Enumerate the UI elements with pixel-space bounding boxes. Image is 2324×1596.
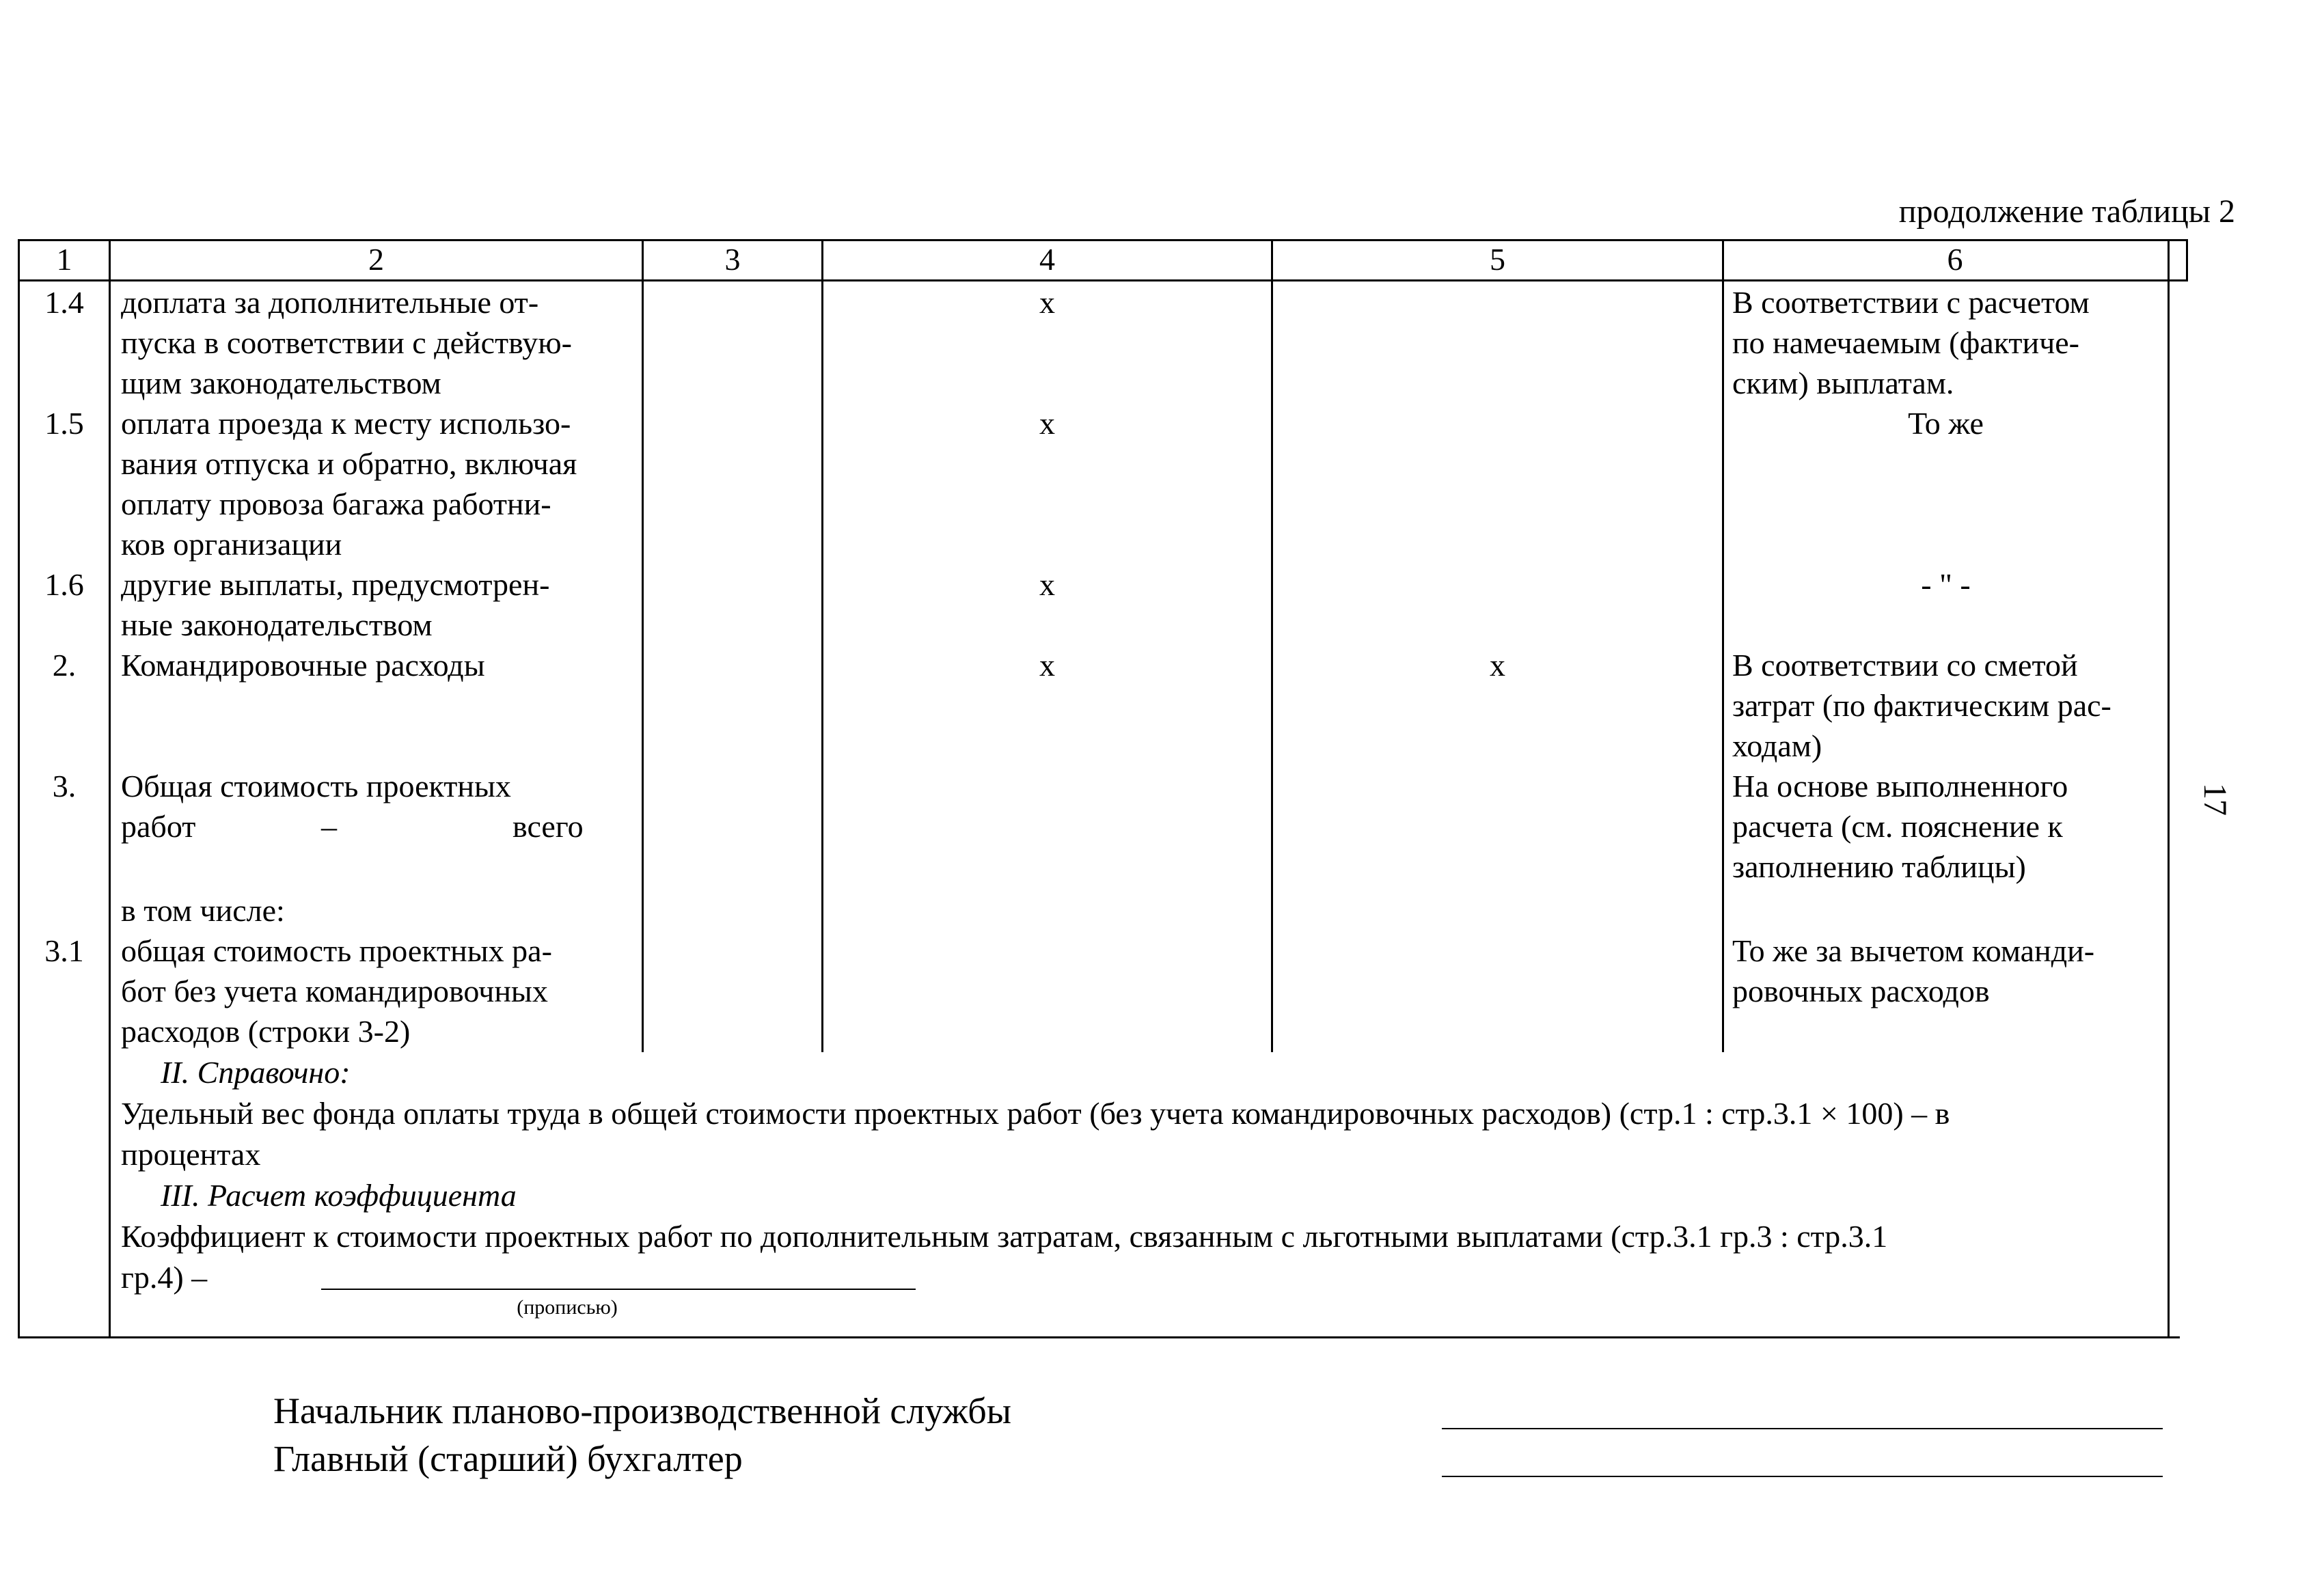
header-cell-3: 3 <box>724 242 741 277</box>
row-note-line: по намечаемым (фактиче- <box>1732 325 2079 360</box>
page-number: 17 <box>2197 783 2233 816</box>
row-note-line: расчета (см. пояснение к <box>1732 809 2063 844</box>
row-name-line: ков организации <box>121 527 342 562</box>
row-number: 1.4 <box>44 285 84 320</box>
col-border-right <box>2168 239 2170 1338</box>
coefficient-blank-field <box>321 1289 916 1290</box>
row-name-line: щим законодательством <box>121 366 441 400</box>
row-number: 1.6 <box>44 567 84 602</box>
row-name-dash: – <box>321 809 337 844</box>
header-cell-2: 2 <box>368 242 384 277</box>
row-number: 3. <box>52 769 77 803</box>
header-bottom-border <box>18 279 2188 281</box>
row-name-line: в том числе: <box>121 893 285 928</box>
row-name-line: другие выплаты, предусмотрен- <box>121 567 550 602</box>
row-name-line: бот без учета командировочных <box>121 974 548 1008</box>
row-note-line: ровочных расходов <box>1732 974 1990 1008</box>
reference-heading: II. Справочно: <box>161 1055 351 1090</box>
row-name-line: Командировочные расходы <box>121 648 485 683</box>
header-cell-1: 1 <box>56 242 72 277</box>
row-name-line: доплата за дополнительные от- <box>121 285 539 320</box>
row-note-line: ским) выплатам. <box>1732 366 1954 400</box>
row-name-line: ные законодательством <box>121 607 433 642</box>
row-name-line: общая стоимость проектных ра- <box>121 933 552 968</box>
row-name-line: Общая стоимость проектных <box>121 769 511 803</box>
table-bottom-border <box>18 1336 2180 1338</box>
col4-cross-mark: х <box>1039 285 1055 320</box>
col4-cross-mark: х <box>1039 406 1055 441</box>
header-cell-4: 4 <box>1039 242 1055 277</box>
row-name-line: пуска в соответствии с действую- <box>121 325 572 360</box>
row-name-word: всего <box>512 809 584 844</box>
row-name-line: вания отпуска и обратно, включая <box>121 446 577 481</box>
reference-text-line: Удельный вес фонда оплаты труда в общей стоимости проектных работ (без учета командировочных расходов) (стр.1 : стр.3.1 × 100) – в <box>121 1096 1950 1131</box>
header-cell-6: 6 <box>1947 242 1963 277</box>
col4-cross-mark: х <box>1039 648 1055 683</box>
row-note-line: ходам) <box>1732 728 1822 763</box>
reference-text-line: процентах <box>121 1137 261 1172</box>
col4-cross-mark: х <box>1039 567 1055 602</box>
col-border-right-header <box>2186 239 2188 281</box>
calculation-heading: III. Расчет коэффициента <box>161 1178 517 1213</box>
row-note-line: То же <box>1908 406 1984 441</box>
signature-title: Начальник планово-производственной службы <box>273 1390 1011 1431</box>
continuation-label: продолжение таблицы 2 <box>1898 193 2235 230</box>
calculation-text-line: гр.4) – <box>121 1260 208 1295</box>
row-note-line: - " - <box>1921 567 1971 602</box>
col-border-5-6 <box>1722 239 1724 1052</box>
row-name-line: оплату провоза багажа работни- <box>121 486 551 521</box>
row-name-line: расходов (строки 3-2) <box>121 1014 411 1049</box>
row-note-line: В соответствии со сметой <box>1732 648 2078 683</box>
col-border-2-3 <box>642 239 644 1052</box>
header-cell-5: 5 <box>1490 242 1505 277</box>
row-note-line: заполнению таблицы) <box>1732 849 2026 884</box>
calculation-text-line: Коэффициент к стоимости проектных работ по дополнительным затратам, связанным с льготными выплатами (стр.3.1 гр.3 : стр.3.1 <box>121 1219 1888 1254</box>
row-name-line: работ <box>121 809 196 844</box>
row-number: 2. <box>52 648 77 683</box>
row-number: 1.5 <box>44 406 84 441</box>
row-name-line: оплата проезда к месту использо- <box>121 406 571 441</box>
col-border-1-2 <box>109 239 111 1338</box>
row-note-line: В соответствии с расчетом <box>1732 285 2090 320</box>
col5-cross-mark: х <box>1490 648 1505 683</box>
signature-line <box>1442 1428 2163 1429</box>
row-note-line: То же за вычетом команди- <box>1732 933 2095 968</box>
row-note-line: На основе выполненного <box>1732 769 2068 803</box>
signature-title: Главный (старший) бухгалтер <box>273 1438 743 1479</box>
field-caption: (прописью) <box>517 1296 618 1319</box>
row-number: 3.1 <box>44 933 84 968</box>
row-note-line: затрат (по фактическим рас- <box>1732 688 2111 723</box>
signature-line <box>1442 1476 2163 1477</box>
